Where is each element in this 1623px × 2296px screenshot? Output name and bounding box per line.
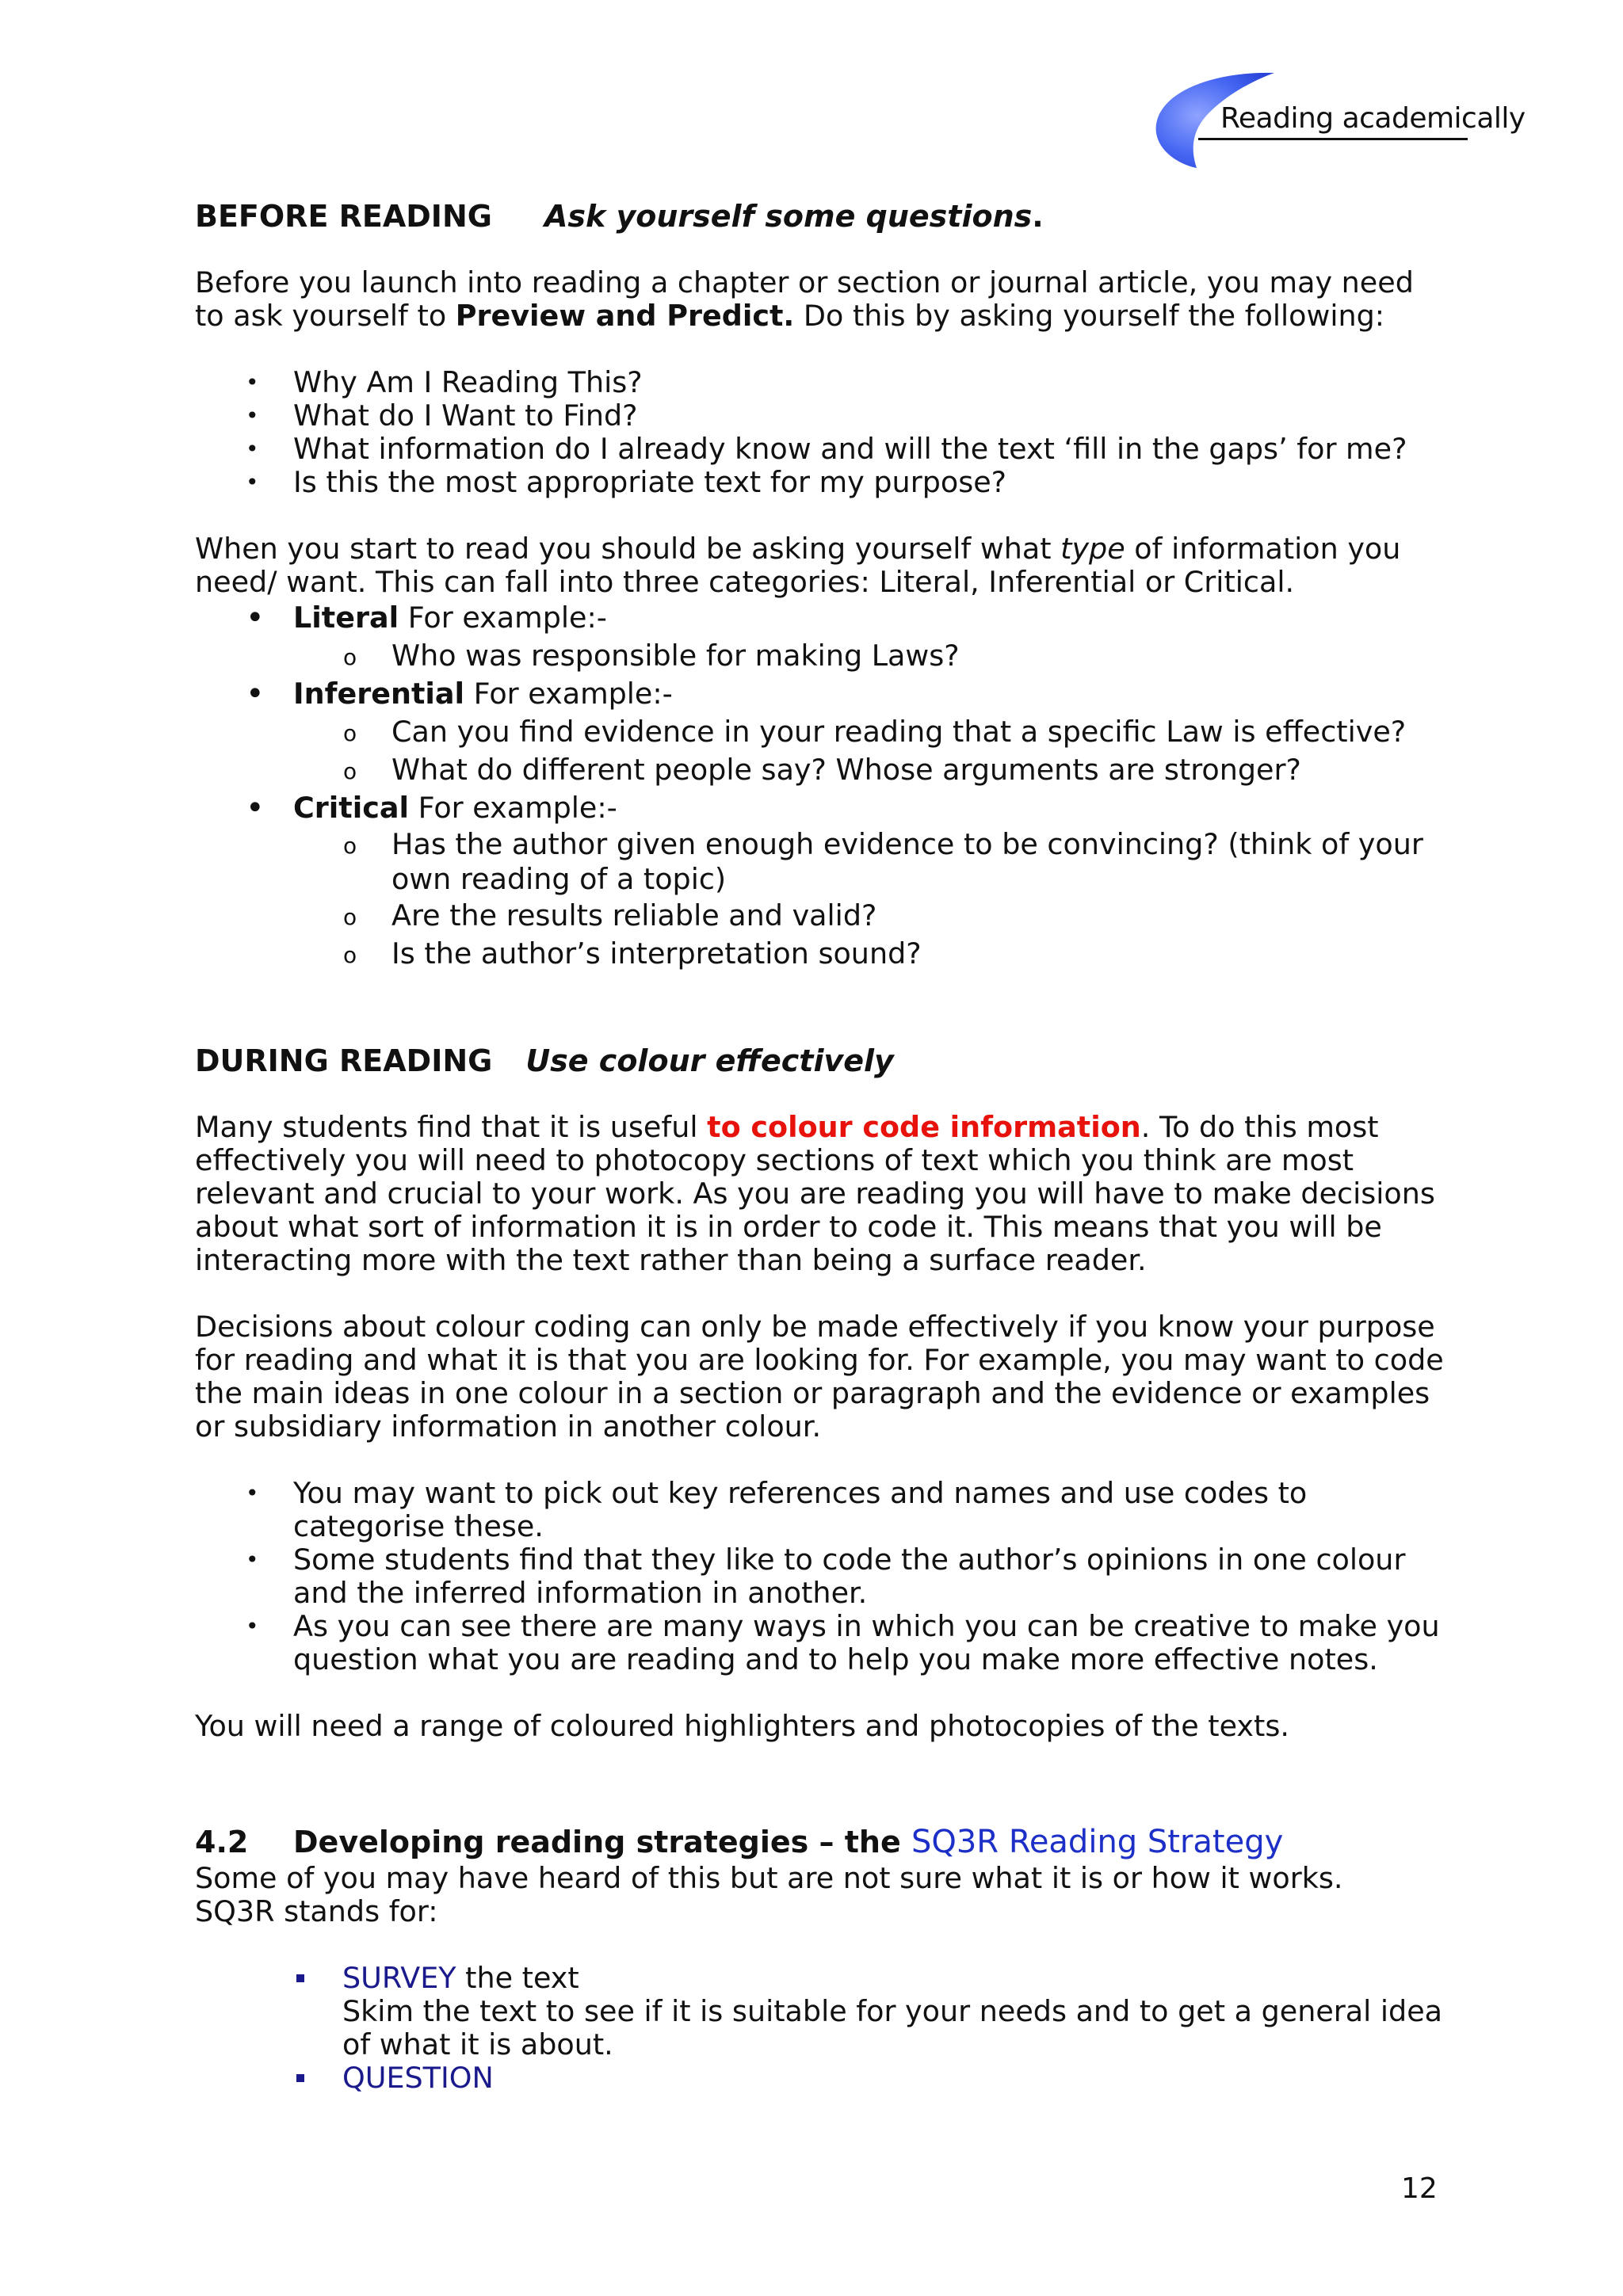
list-item: o Who was responsible for making Laws? (343, 639, 960, 673)
during-reading-heading: DURING READING Use colour effectively (195, 1043, 894, 1078)
before-intro: Before you launch into reading a chapter or section or journal article, you may need to ask yourself to Preview and Predict. Do this by asking yourself the following: (195, 265, 1414, 333)
list-item: SURVEY the text Skim the text to see if it is suitable for your needs and to get a general idea of what it is about. (195, 1962, 1447, 2061)
list-item: • What do I Want to Find? (246, 399, 638, 433)
section-heading: 4.2 Developing reading strategies – the SQ3R Reading Strategy (195, 1824, 1284, 1860)
list-item: • You may want to pick out key references and names and use codes to categorise these. (246, 1476, 1308, 1543)
category-list (195, 599, 1447, 973)
before-reading-heading: BEFORE READING Ask yourself some questions. (195, 199, 1044, 234)
list-item: • Why Am I Reading This? (246, 365, 643, 399)
colour-paragraph-1: Many students find that it is useful to colour code information. To do this most effectively you will need to photocopy sections of text which you think are most relevant and crucial to your work. As you are reading you will have to make decisions about what sort of information it is in order to code it. This means that you will be interacting more with the text rather than being a surface reader. (195, 1110, 1435, 1277)
category-literal: • Literal For example:- o Who was responsible for making Laws? (195, 599, 1447, 675)
running-header (1141, 70, 1526, 173)
closing-paragraph: You will need a range of coloured highlighters and photocopies of the texts. (195, 1709, 1289, 1743)
list-item: o Is the author’s interpretation sound? (343, 936, 922, 971)
list-item: o Has the author given enough evidence to be convincing? (think of your own reading of a topic) (343, 827, 1423, 896)
list-item: • What information do I already know and will the text ‘fill in the gaps’ for me? (246, 432, 1407, 466)
section-intro-line: Some of you may have heard of this but are not sure what it is or how it works. (195, 1861, 1343, 1895)
list-item: QUESTION (195, 2061, 1447, 2095)
page-content (195, 195, 1447, 2095)
list-item: o Are the results reliable and valid? (343, 898, 877, 933)
header-title: Reading academically (1220, 102, 1526, 135)
category-inferential: • Inferential For example:- o Can you find evidence in your reading that a specific Law is effective? o What do different people say? Whose arguments are stronger? (195, 675, 1447, 789)
colour-paragraph-2: Decisions about colour coding can only be made effectively if you know your purpose for reading and what it is that you are looking for. For example, you may want to code the main ideas in one colour in a section or paragraph and the evidence or examples or subsidiary information in another colour. (195, 1310, 1444, 1444)
category-critical: • Critical For example:- o Has the author given enough evidence to be convincing? (think of your own reading of a topic) o Are the results reliable and valid? o Is the author’s interpretation sound? (195, 789, 1447, 973)
header-underline (1198, 138, 1468, 140)
type-paragraph: When you start to read you should be asking yourself what type of information you need/ want. This can fall into three categories: Literal, Inferential or Critical. (195, 532, 1401, 599)
question-list (195, 366, 1447, 499)
tip-list (195, 1477, 1447, 1676)
list-item: o What do different people say? Whose arguments are stronger? (343, 753, 1301, 787)
section-intro-line: SQ3R stands for: (195, 1894, 438, 1928)
list-item: • Is this the most appropriate text for my purpose? (246, 465, 1007, 499)
page-number: 12 (1401, 2172, 1438, 2205)
list-item: o Can you find evidence in your reading that a specific Law is effective? (343, 715, 1407, 749)
list-item: • As you can see there are many ways in which you can be creative to make you question what you are reading and to help you make more effective notes. (246, 1609, 1440, 1676)
list-item: • Some students find that they like to code the author’s opinions in one colour and the inferred information in another. (246, 1543, 1406, 1610)
sq3r-list (195, 1962, 1447, 2095)
